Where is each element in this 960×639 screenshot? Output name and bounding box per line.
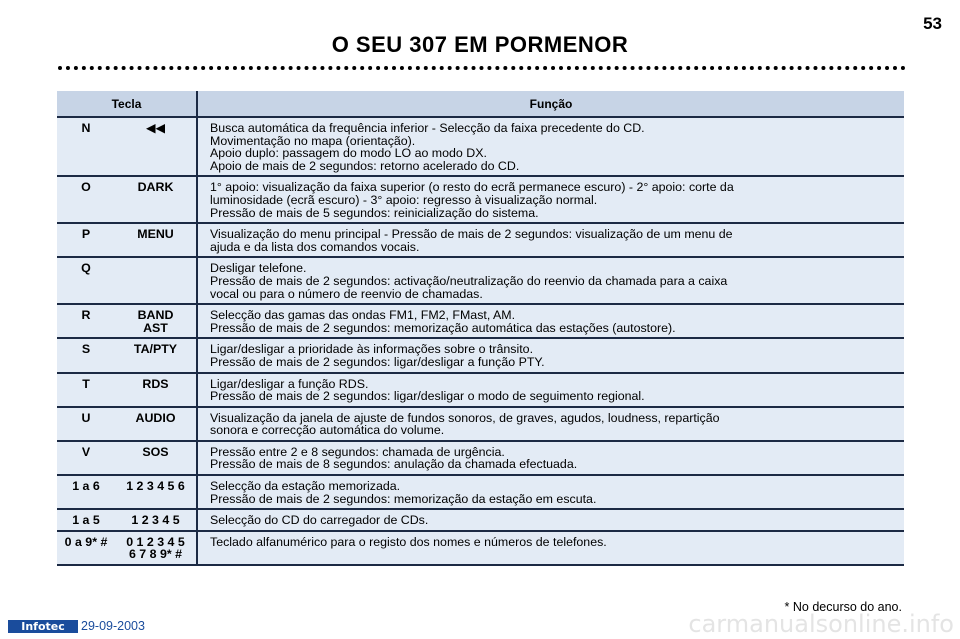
- function-line: Movimentação no mapa (orientação).: [210, 133, 416, 148]
- table-row: [57, 304, 904, 338]
- function-line: 1° apoio: visualização da faixa superior (o resto do ecrã permanece escuro) - 2° apoio: corte da: [210, 180, 734, 195]
- function-line: Pressão entre 2 e 8 segundos: chamada de urgência.: [210, 444, 505, 459]
- table-body: [57, 117, 904, 565]
- function-line: Selecção do CD do carregador de CDs.: [210, 513, 429, 528]
- function-line: Pressão de mais de 2 segundos: memorização automática das estações (autostore).: [210, 320, 676, 335]
- function-line: sonora e correcção automática do volume.: [210, 423, 445, 438]
- function-line: Visualização do menu principal - Pressão de mais de 2 segundos: visualização de um menu de: [210, 227, 733, 242]
- function-line: Busca automática da frequência inferior - Selecção da faixa precedente do CD.: [210, 121, 645, 135]
- table-row: [57, 223, 904, 257]
- page-title: O SEU 307 EM PORMENOR: [331, 32, 629, 57]
- function-line: Selecção das gamas das ondas FM1, FM2, FMast, AM.: [210, 308, 516, 323]
- header-key: Tecla: [57, 91, 197, 117]
- table-row: [57, 338, 904, 372]
- function-line: Teclado alfanumérico para o registo dos nomes e números de telefones.: [210, 534, 607, 549]
- table-row: [57, 176, 904, 223]
- footer-date: 29-09-2003: [81, 619, 145, 633]
- table-row: [57, 407, 904, 441]
- function-line: Selecção da estação memorizada.: [210, 479, 401, 494]
- row-code: 0 a 9* #: [57, 531, 115, 565]
- table-row: [57, 531, 904, 565]
- function-line: Visualização da janela de ajuste de fundos sonoros, de graves, agudos, loudness, repartição: [210, 410, 720, 425]
- function-line: Pressão de mais de 8 segundos: anulação da chamada efectuada.: [210, 457, 578, 472]
- row-code: V: [57, 441, 115, 475]
- table-row: [57, 117, 904, 176]
- function-line: Desligar telefone.: [210, 261, 307, 276]
- table-row: [57, 373, 904, 407]
- function-line: Pressão de mais de 2 segundos: activação/neutralização do reenvio da chamada para a caixa: [210, 273, 728, 288]
- dotted-divider: [58, 66, 906, 70]
- row-function: [197, 176, 904, 223]
- row-key: [115, 257, 197, 304]
- row-function: [197, 509, 904, 531]
- function-line: Ligar/desligar a função RDS.: [210, 376, 369, 391]
- table-row: [57, 257, 904, 304]
- header-function: Função: [197, 91, 904, 117]
- footnote: * No decurso do ano.: [784, 600, 902, 614]
- row-key: BAND AST: [115, 304, 197, 338]
- row-key: ◀◀: [115, 117, 197, 176]
- row-code: 1 a 5: [57, 509, 115, 531]
- row-function: [197, 117, 904, 176]
- row-key: TA/PTY: [115, 338, 197, 372]
- row-key: MENU: [115, 223, 197, 257]
- row-function: [197, 373, 904, 407]
- row-code: 1 a 6: [57, 475, 115, 509]
- row-code: P: [57, 223, 115, 257]
- function-line: Apoio de mais de 2 segundos: retorno acelerado do CD.: [210, 158, 520, 173]
- row-function: [197, 257, 904, 304]
- watermark: carmanualsonline.info: [688, 610, 954, 638]
- function-line: ajuda e da lista dos comandos vocais.: [210, 239, 420, 254]
- function-line: Pressão de mais de 5 segundos: reinicialização do sistema.: [210, 205, 539, 220]
- row-function: [197, 531, 904, 565]
- key-function-table: [57, 91, 904, 566]
- row-function: [197, 407, 904, 441]
- row-code: Q: [57, 257, 115, 304]
- row-code: S: [57, 338, 115, 372]
- table-row: [57, 509, 904, 531]
- row-code: T: [57, 373, 115, 407]
- row-key: 1 2 3 4 5 6: [115, 475, 197, 509]
- function-line: Apoio duplo: passagem do modo LO ao modo DX.: [210, 146, 487, 161]
- row-key: 0 1 2 3 4 5 6 7 8 9* #: [115, 531, 197, 565]
- table-row: [57, 441, 904, 475]
- function-line: Pressão de mais de 2 segundos: ligar/desligar o modo de seguimento regional.: [210, 389, 645, 404]
- table-row: [57, 475, 904, 509]
- row-function: [197, 441, 904, 475]
- row-function: [197, 304, 904, 338]
- row-code: O: [57, 176, 115, 223]
- page-number: 53: [923, 14, 942, 33]
- row-key: 1 2 3 4 5: [115, 509, 197, 531]
- infotec-logo: Infotec: [8, 620, 78, 633]
- row-key: AUDIO: [115, 407, 197, 441]
- row-function: [197, 338, 904, 372]
- function-line: Pressão de mais de 2 segundos: memorização da estação em escuta.: [210, 491, 597, 506]
- row-key: DARK: [115, 176, 197, 223]
- row-code: R: [57, 304, 115, 338]
- function-line: vocal ou para o número de reenvio de chamadas.: [210, 286, 483, 301]
- row-function: [197, 475, 904, 509]
- row-code: U: [57, 407, 115, 441]
- row-key: SOS: [115, 441, 197, 475]
- row-code: N: [57, 117, 115, 176]
- function-line: luminosidade (ecrã escuro) - 3° apoio: regresso à visualização normal.: [210, 192, 598, 207]
- function-line: Pressão de mais de 2 segundos: ligar/desligar a função PTY.: [210, 354, 545, 369]
- row-function: [197, 223, 904, 257]
- row-key: RDS: [115, 373, 197, 407]
- function-line: Ligar/desligar a prioridade às informações sobre o trânsito.: [210, 342, 534, 357]
- table-header-row: [57, 91, 904, 117]
